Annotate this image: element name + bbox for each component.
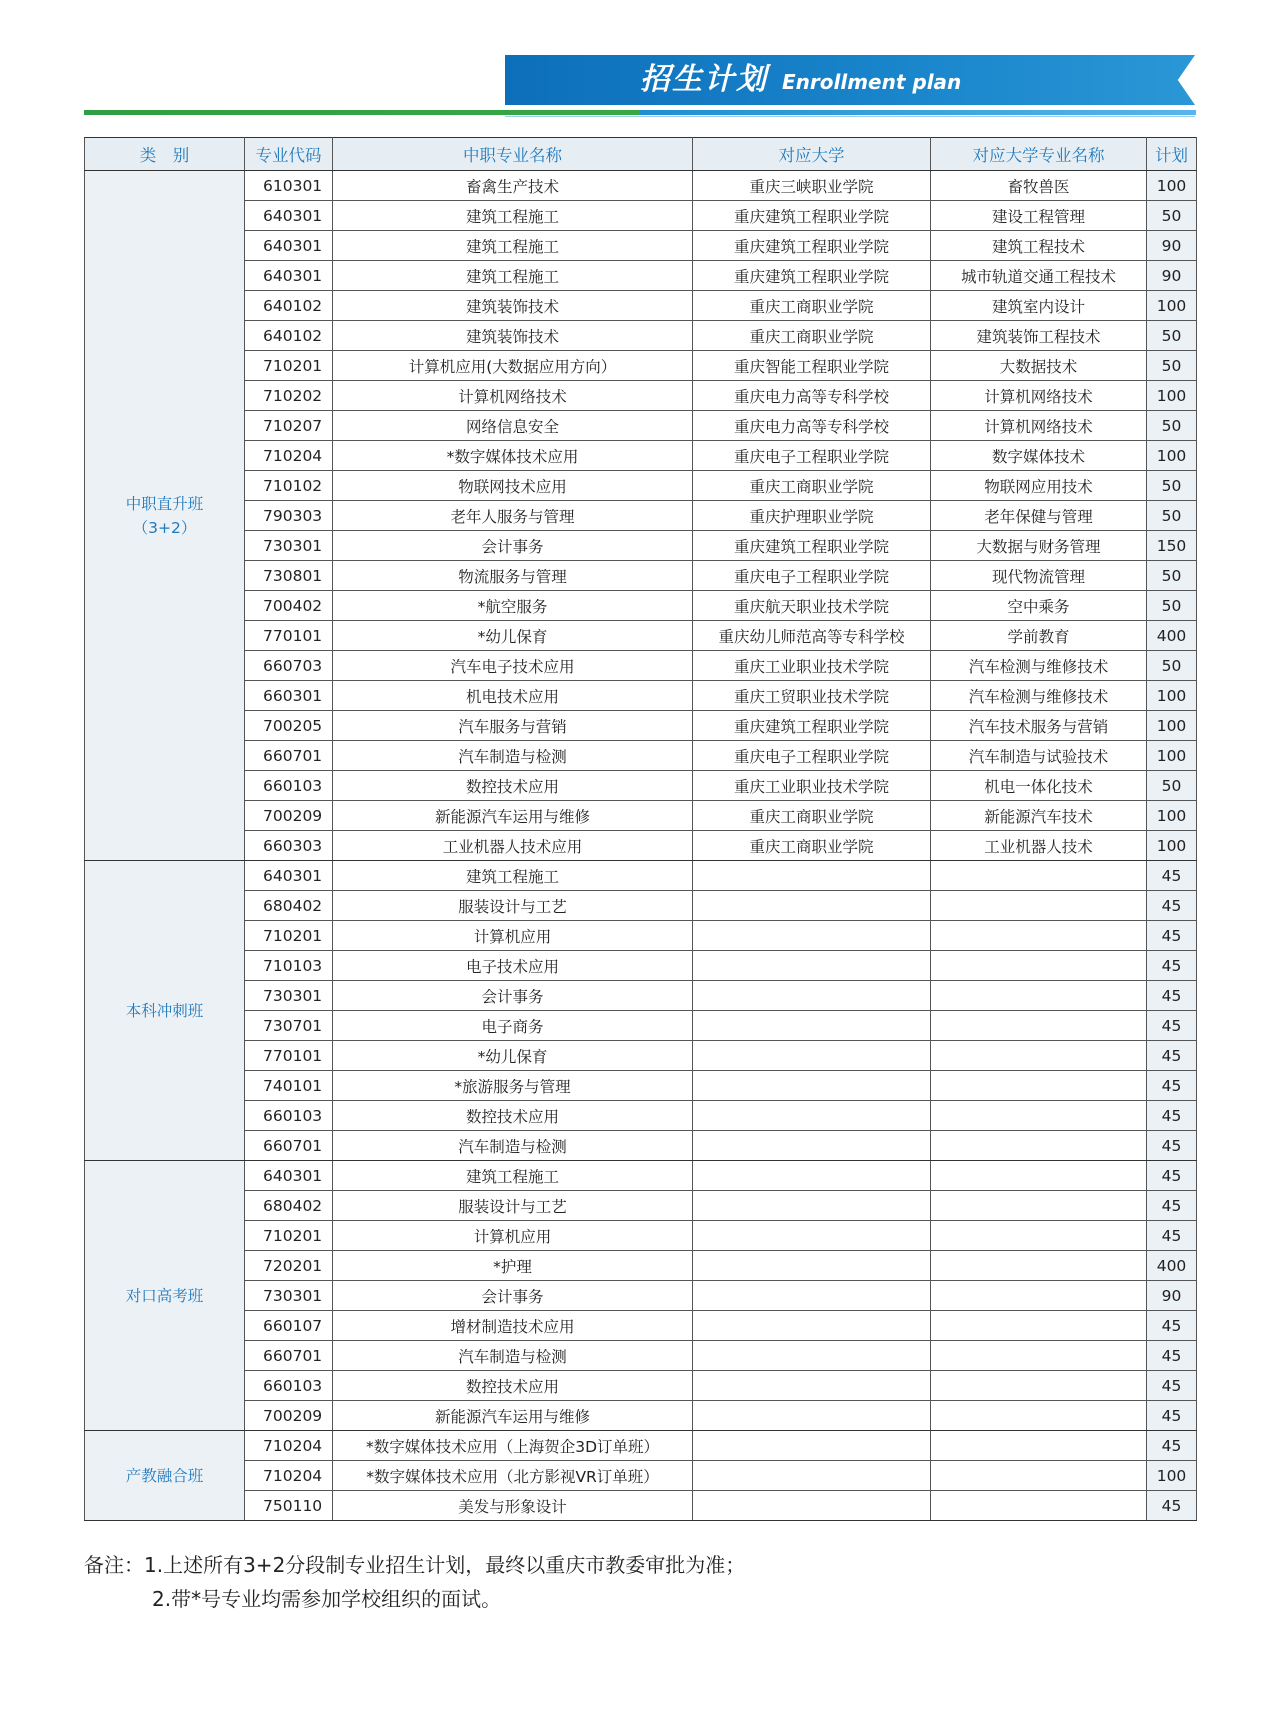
category-cell (85, 861, 245, 1161)
uni-major-cell: 机电一体化技术 (931, 771, 1147, 801)
major-name-cell: 建筑工程施工 (333, 1161, 693, 1191)
plan-cell: 45 (1147, 921, 1197, 951)
uni-major-cell: 计算机网络技术 (931, 381, 1147, 411)
uni-major-cell: 物联网应用技术 (931, 471, 1147, 501)
university-cell (693, 1401, 931, 1431)
major-code-cell: 660103 (245, 1101, 333, 1131)
major-name-cell: 数控技术应用 (333, 1101, 693, 1131)
uni-major-cell: 老年保健与管理 (931, 501, 1147, 531)
table-row (85, 1431, 1197, 1461)
uni-major-cell (931, 1251, 1147, 1281)
university-cell: 重庆电子工程职业学院 (693, 561, 931, 591)
plan-cell: 45 (1147, 981, 1197, 1011)
major-code-cell: 640102 (245, 321, 333, 351)
uni-major-cell: 建设工程管理 (931, 201, 1147, 231)
major-name-cell: 汽车制造与检测 (333, 1131, 693, 1161)
plan-cell: 100 (1147, 741, 1197, 771)
title-en: Enrollment plan (782, 70, 962, 94)
plan-cell: 45 (1147, 1431, 1197, 1461)
uni-major-cell: 建筑装饰工程技术 (931, 321, 1147, 351)
major-name-cell: *幼儿保育 (333, 621, 693, 651)
uni-major-cell (931, 1191, 1147, 1221)
major-name-cell: 物联网技术应用 (333, 471, 693, 501)
plan-cell: 50 (1147, 651, 1197, 681)
plan-cell: 50 (1147, 201, 1197, 231)
plan-cell: 45 (1147, 1101, 1197, 1131)
university-cell: 重庆工业职业技术学院 (693, 771, 931, 801)
table-group (85, 1431, 1197, 1521)
plan-cell: 50 (1147, 771, 1197, 801)
header-plan: 计划 (1147, 138, 1197, 171)
plan-cell: 45 (1147, 1491, 1197, 1521)
major-name-cell: 汽车制造与检测 (333, 1341, 693, 1371)
major-code-cell: 710201 (245, 921, 333, 951)
major-code-cell: 730301 (245, 531, 333, 561)
plan-cell: 100 (1147, 801, 1197, 831)
plan-cell: 90 (1147, 231, 1197, 261)
major-name-cell: 服装设计与工艺 (333, 891, 693, 921)
major-name-cell: 新能源汽车运用与维修 (333, 801, 693, 831)
university-cell: 重庆护理职业学院 (693, 501, 931, 531)
major-code-cell: 660103 (245, 1371, 333, 1401)
table-row (85, 201, 1197, 231)
category-cell (85, 171, 245, 861)
major-code-cell: 790303 (245, 501, 333, 531)
table-row (85, 1221, 1197, 1251)
table-row (85, 1251, 1197, 1281)
table-row (85, 1011, 1197, 1041)
uni-major-cell (931, 1071, 1147, 1101)
table-group (85, 1161, 1197, 1431)
university-cell (693, 1431, 931, 1461)
table-group (85, 861, 1197, 1161)
table-row (85, 321, 1197, 351)
plan-cell: 90 (1147, 1281, 1197, 1311)
header-code: 专业代码 (245, 138, 333, 171)
plan-cell: 45 (1147, 1191, 1197, 1221)
major-code-cell: 710201 (245, 1221, 333, 1251)
table-row (85, 1311, 1197, 1341)
major-code-cell: 680402 (245, 891, 333, 921)
enrollment-table (84, 137, 1197, 1521)
major-code-cell: 660103 (245, 771, 333, 801)
category-label: 产教融合班 (125, 1466, 204, 1485)
university-cell (693, 921, 931, 951)
university-cell (693, 1101, 931, 1131)
table-row (85, 1191, 1197, 1221)
university-cell: 重庆幼儿师范高等专科学校 (693, 621, 931, 651)
plan-cell: 45 (1147, 1041, 1197, 1071)
uni-major-cell (931, 861, 1147, 891)
plan-cell: 50 (1147, 321, 1197, 351)
uni-major-cell (931, 1011, 1147, 1041)
university-cell: 重庆三峡职业学院 (693, 171, 931, 201)
plan-cell: 100 (1147, 681, 1197, 711)
university-cell (693, 981, 931, 1011)
plan-cell: 50 (1147, 591, 1197, 621)
header-uni-major: 对应大学专业名称 (931, 138, 1147, 171)
university-cell (693, 1071, 931, 1101)
major-code-cell: 710207 (245, 411, 333, 441)
major-name-cell: *数字媒体技术应用（北方影视VR订单班） (333, 1461, 693, 1491)
major-code-cell: 660703 (245, 651, 333, 681)
uni-major-cell (931, 1371, 1147, 1401)
table-row (85, 711, 1197, 741)
uni-major-cell: 大数据技术 (931, 351, 1147, 381)
header-university: 对应大学 (693, 138, 931, 171)
major-code-cell: 710201 (245, 351, 333, 381)
uni-major-cell (931, 951, 1147, 981)
university-cell (693, 1461, 931, 1491)
uni-major-cell: 工业机器人技术 (931, 831, 1147, 861)
major-name-cell: 网络信息安全 (333, 411, 693, 441)
university-cell (693, 1011, 931, 1041)
uni-major-cell: 学前教育 (931, 621, 1147, 651)
major-code-cell: 640301 (245, 1161, 333, 1191)
table-row (85, 891, 1197, 921)
major-name-cell: 美发与形象设计 (333, 1491, 693, 1521)
table-row (85, 921, 1197, 951)
major-name-cell: 机电技术应用 (333, 681, 693, 711)
header-major: 中职专业名称 (333, 138, 693, 171)
major-name-cell: 会计事务 (333, 1281, 693, 1311)
uni-major-cell: 现代物流管理 (931, 561, 1147, 591)
major-code-cell: 730301 (245, 981, 333, 1011)
uni-major-cell: 汽车制造与试验技术 (931, 741, 1147, 771)
major-code-cell: 680402 (245, 1191, 333, 1221)
uni-major-cell (931, 1401, 1147, 1431)
uni-major-cell (931, 1281, 1147, 1311)
table-row (85, 381, 1197, 411)
major-name-cell: 汽车服务与营销 (333, 711, 693, 741)
university-cell: 重庆建筑工程职业学院 (693, 711, 931, 741)
header-category: 类 别 (85, 138, 245, 171)
major-code-cell: 770101 (245, 1041, 333, 1071)
university-cell: 重庆工商职业学院 (693, 831, 931, 861)
major-name-cell: *航空服务 (333, 591, 693, 621)
table-row (85, 1371, 1197, 1401)
table-row (85, 831, 1197, 861)
major-code-cell: 660107 (245, 1311, 333, 1341)
uni-major-cell (931, 1311, 1147, 1341)
uni-major-cell: 数字媒体技术 (931, 441, 1147, 471)
plan-cell: 45 (1147, 1071, 1197, 1101)
uni-major-cell (931, 1131, 1147, 1161)
table-row (85, 741, 1197, 771)
table-row (85, 1041, 1197, 1071)
uni-major-cell (931, 921, 1147, 951)
plan-cell: 90 (1147, 261, 1197, 291)
plan-cell: 45 (1147, 1401, 1197, 1431)
plan-cell: 45 (1147, 951, 1197, 981)
university-cell (693, 951, 931, 981)
uni-major-cell: 畜牧兽医 (931, 171, 1147, 201)
header-divider (84, 110, 1196, 115)
plan-cell: 50 (1147, 561, 1197, 591)
major-code-cell: 720201 (245, 1251, 333, 1281)
major-name-cell: 增材制造技术应用 (333, 1311, 693, 1341)
table-row (85, 981, 1197, 1011)
title-cn: 招生计划 (640, 62, 768, 97)
plan-cell: 45 (1147, 1341, 1197, 1371)
header-thin-divider (505, 116, 1195, 117)
plan-cell: 50 (1147, 351, 1197, 381)
university-cell (693, 1161, 931, 1191)
major-code-cell: 710202 (245, 381, 333, 411)
table-row (85, 471, 1197, 501)
plan-cell: 45 (1147, 1161, 1197, 1191)
table-row (85, 621, 1197, 651)
uni-major-cell (931, 981, 1147, 1011)
major-code-cell: 710204 (245, 1461, 333, 1491)
table-row (85, 1341, 1197, 1371)
major-name-cell: *数字媒体技术应用 (333, 441, 693, 471)
category-label: 对口高考班 (125, 1286, 204, 1305)
uni-major-cell (931, 1161, 1147, 1191)
uni-major-cell (931, 1341, 1147, 1371)
uni-major-cell (931, 1101, 1147, 1131)
major-code-cell: 610301 (245, 171, 333, 201)
university-cell: 重庆电子工程职业学院 (693, 741, 931, 771)
major-name-cell: 电子技术应用 (333, 951, 693, 981)
major-name-cell: *旅游服务与管理 (333, 1071, 693, 1101)
uni-major-cell: 计算机网络技术 (931, 411, 1147, 441)
university-cell: 重庆工业职业技术学院 (693, 651, 931, 681)
major-code-cell: 710204 (245, 1431, 333, 1461)
plan-cell: 45 (1147, 1311, 1197, 1341)
university-cell: 重庆电力高等专科学校 (693, 381, 931, 411)
category-label: 中职直升班 (125, 494, 204, 513)
table-row (85, 681, 1197, 711)
uni-major-cell (931, 1431, 1147, 1461)
page-title (640, 58, 961, 102)
uni-major-cell (931, 1461, 1147, 1491)
table-row (85, 1161, 1197, 1191)
university-cell: 重庆建筑工程职业学院 (693, 231, 931, 261)
table-row (85, 441, 1197, 471)
major-code-cell: 640301 (245, 231, 333, 261)
category-cell (85, 1161, 245, 1431)
table-row (85, 861, 1197, 891)
table-row (85, 231, 1197, 261)
plan-cell: 150 (1147, 531, 1197, 561)
major-name-cell: 计算机应用(大数据应用方向） (333, 351, 693, 381)
major-code-cell: 730801 (245, 561, 333, 591)
university-cell: 重庆电力高等专科学校 (693, 411, 931, 441)
category-label: 本科冲刺班 (125, 1001, 204, 1020)
major-code-cell: 660303 (245, 831, 333, 861)
table-group (85, 171, 1197, 861)
major-name-cell: 新能源汽车运用与维修 (333, 1401, 693, 1431)
uni-major-cell: 汽车技术服务与营销 (931, 711, 1147, 741)
plan-cell: 50 (1147, 501, 1197, 531)
university-cell: 重庆工商职业学院 (693, 801, 931, 831)
university-cell: 重庆工商职业学院 (693, 471, 931, 501)
table-row (85, 261, 1197, 291)
university-cell: 重庆电子工程职业学院 (693, 441, 931, 471)
university-cell: 重庆建筑工程职业学院 (693, 261, 931, 291)
major-code-cell: 660701 (245, 1131, 333, 1161)
major-name-cell: 建筑装饰技术 (333, 291, 693, 321)
university-cell (693, 1491, 931, 1521)
plan-cell: 100 (1147, 381, 1197, 411)
major-code-cell: 640301 (245, 861, 333, 891)
university-cell (693, 1311, 931, 1341)
university-cell (693, 1191, 931, 1221)
major-name-cell: 建筑工程施工 (333, 201, 693, 231)
major-code-cell: 750110 (245, 1491, 333, 1521)
table-row (85, 1461, 1197, 1491)
table-row (85, 561, 1197, 591)
major-name-cell: *幼儿保育 (333, 1041, 693, 1071)
plan-cell: 45 (1147, 861, 1197, 891)
table-row (85, 351, 1197, 381)
table-row (85, 531, 1197, 561)
category-sublabel: （3+2） (132, 518, 197, 537)
major-name-cell: 计算机网络技术 (333, 381, 693, 411)
university-cell (693, 891, 931, 921)
university-cell: 重庆航天职业技术学院 (693, 591, 931, 621)
uni-major-cell (931, 1041, 1147, 1071)
major-name-cell: 数控技术应用 (333, 1371, 693, 1401)
plan-cell: 45 (1147, 1371, 1197, 1401)
major-name-cell: 建筑工程施工 (333, 861, 693, 891)
major-name-cell: 会计事务 (333, 981, 693, 1011)
university-cell: 重庆建筑工程职业学院 (693, 201, 931, 231)
major-name-cell: *数字媒体技术应用（上海贺企3D订单班） (333, 1431, 693, 1461)
university-cell (693, 1251, 931, 1281)
university-cell (693, 1131, 931, 1161)
uni-major-cell: 大数据与财务管理 (931, 531, 1147, 561)
uni-major-cell (931, 1221, 1147, 1251)
plan-cell: 50 (1147, 471, 1197, 501)
university-cell (693, 1371, 931, 1401)
table-row (85, 1071, 1197, 1101)
plan-cell: 45 (1147, 1221, 1197, 1251)
major-code-cell: 730701 (245, 1011, 333, 1041)
plan-cell: 45 (1147, 1011, 1197, 1041)
major-name-cell: 物流服务与管理 (333, 561, 693, 591)
table-row (85, 1401, 1197, 1431)
plan-cell: 45 (1147, 891, 1197, 921)
major-name-cell: 建筑装饰技术 (333, 321, 693, 351)
major-name-cell: 电子商务 (333, 1011, 693, 1041)
major-name-cell: 会计事务 (333, 531, 693, 561)
university-cell: 重庆工商职业学院 (693, 321, 931, 351)
table-row (85, 291, 1197, 321)
plan-cell: 45 (1147, 1131, 1197, 1161)
plan-cell: 100 (1147, 291, 1197, 321)
major-code-cell: 660301 (245, 681, 333, 711)
major-code-cell: 710102 (245, 471, 333, 501)
major-name-cell: 老年人服务与管理 (333, 501, 693, 531)
university-cell: 重庆智能工程职业学院 (693, 351, 931, 381)
major-code-cell: 730301 (245, 1281, 333, 1311)
plan-cell: 400 (1147, 1251, 1197, 1281)
uni-major-cell: 汽车检测与维修技术 (931, 681, 1147, 711)
university-cell (693, 1281, 931, 1311)
table-header-row (85, 138, 1197, 171)
major-name-cell: 建筑工程施工 (333, 231, 693, 261)
table-row (85, 171, 1197, 201)
major-name-cell: 畜禽生产技术 (333, 171, 693, 201)
uni-major-cell: 建筑工程技术 (931, 231, 1147, 261)
major-code-cell: 640102 (245, 291, 333, 321)
major-code-cell: 710204 (245, 441, 333, 471)
major-name-cell: 计算机应用 (333, 921, 693, 951)
uni-major-cell: 新能源汽车技术 (931, 801, 1147, 831)
plan-cell: 50 (1147, 411, 1197, 441)
major-code-cell: 700209 (245, 1401, 333, 1431)
category-cell (85, 1431, 245, 1521)
plan-cell: 100 (1147, 171, 1197, 201)
university-cell: 重庆工商职业学院 (693, 291, 931, 321)
major-name-cell: 汽车制造与检测 (333, 741, 693, 771)
university-cell (693, 1341, 931, 1371)
plan-cell: 400 (1147, 621, 1197, 651)
uni-major-cell (931, 891, 1147, 921)
major-name-cell: *护理 (333, 1251, 693, 1281)
table-row (85, 1281, 1197, 1311)
major-code-cell: 700402 (245, 591, 333, 621)
table-row (85, 801, 1197, 831)
table-row (85, 411, 1197, 441)
major-code-cell: 660701 (245, 1341, 333, 1371)
plan-cell: 100 (1147, 441, 1197, 471)
major-name-cell: 汽车电子技术应用 (333, 651, 693, 681)
footnote-1: 备注：1.上述所有3+2分段制专业招生计划，最终以重庆市教委审批为准； (84, 1553, 746, 1577)
major-name-cell: 工业机器人技术应用 (333, 831, 693, 861)
uni-major-cell: 汽车检测与维修技术 (931, 651, 1147, 681)
major-code-cell: 700205 (245, 711, 333, 741)
footnote-2: 2.带*号专业均需参加学校组织的面试。 (152, 1587, 502, 1611)
table-row (85, 591, 1197, 621)
university-cell (693, 1041, 931, 1071)
university-cell (693, 861, 931, 891)
major-name-cell: 计算机应用 (333, 1221, 693, 1251)
plan-cell: 100 (1147, 1461, 1197, 1491)
major-code-cell: 740101 (245, 1071, 333, 1101)
major-code-cell: 640301 (245, 201, 333, 231)
table-row (85, 1131, 1197, 1161)
table-row (85, 1491, 1197, 1521)
major-code-cell: 710103 (245, 951, 333, 981)
major-name-cell: 服装设计与工艺 (333, 1191, 693, 1221)
footnotes (84, 1548, 745, 1616)
major-code-cell: 640301 (245, 261, 333, 291)
major-name-cell: 建筑工程施工 (333, 261, 693, 291)
plan-cell: 100 (1147, 831, 1197, 861)
table-row (85, 501, 1197, 531)
major-code-cell: 700209 (245, 801, 333, 831)
major-code-cell: 770101 (245, 621, 333, 651)
table-row (85, 1101, 1197, 1131)
uni-major-cell: 城市轨道交通工程技术 (931, 261, 1147, 291)
university-cell: 重庆工贸职业技术学院 (693, 681, 931, 711)
major-name-cell: 数控技术应用 (333, 771, 693, 801)
university-cell: 重庆建筑工程职业学院 (693, 531, 931, 561)
university-cell (693, 1221, 931, 1251)
uni-major-cell: 建筑室内设计 (931, 291, 1147, 321)
plan-cell: 100 (1147, 711, 1197, 741)
table-row (85, 651, 1197, 681)
major-code-cell: 660701 (245, 741, 333, 771)
table-row (85, 951, 1197, 981)
uni-major-cell: 空中乘务 (931, 591, 1147, 621)
uni-major-cell (931, 1491, 1147, 1521)
table-row (85, 771, 1197, 801)
